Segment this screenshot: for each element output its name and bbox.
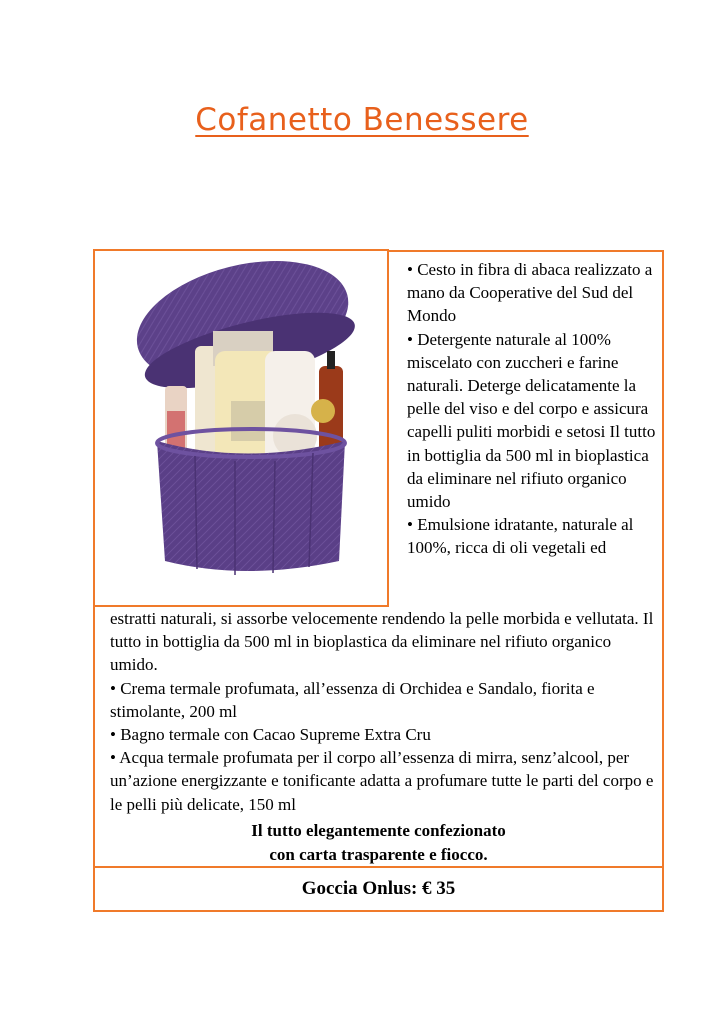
bullet-basket: • Cesto in fibra di abaca realizzato a mano da Cooperative del Sud del Mondo xyxy=(407,260,653,326)
document-title xyxy=(0,102,724,138)
bullet-emulsion-cont: estratti naturali, si assorbe velocemente rendendo la pelle morbida e vellutata. Il tutto in bottiglia da 500 ml in bioplastica da eliminare nel rifiuto organico umido. xyxy=(110,609,654,675)
product-description-side xyxy=(407,258,659,604)
product-photo-frame xyxy=(93,249,389,607)
price-label: Goccia Onlus: € 35 xyxy=(93,866,664,912)
packaging-line-1: Il tutto elegantemente confezionato xyxy=(251,821,506,840)
bullet-emulsion-start: • Emulsione idratante, naturale al 100%, ricca di oli vegetali ed xyxy=(407,515,634,558)
product-description-full xyxy=(110,607,658,816)
gift-basket-image xyxy=(95,251,387,605)
packaging-line-2: con carta trasparente e fiocco. xyxy=(269,845,488,864)
packaging-note xyxy=(95,819,662,867)
document-title-text: Cofanetto Benessere xyxy=(195,102,529,138)
bullet-cleanser: • Detergente naturale al 100% miscelato con zuccheri e farine naturali. Deterge delicatamente la pelle del viso e del corpo e assicura capelli puliti morbidi e setosi Il tutto in bottiglia da 500 ml in bioplastica da eliminare nel rifiuto organico umido xyxy=(407,329,656,512)
bullet-cream: • Crema termale profumata, all’essenza di Orchidea e Sandalo, fiorita e stimolante, 200 ml xyxy=(110,678,595,721)
bullet-body-water: • Acqua termale profumata per il corpo all’essenza di mirra, senz’alcool, per un’azione energizzante e tonificante adatta a profumare tutte le parti del corpo e le pelli più delicate, 150 ml xyxy=(110,748,654,814)
bullet-bath: • Bagno termale con Cacao Supreme Extra Cru xyxy=(110,725,431,745)
